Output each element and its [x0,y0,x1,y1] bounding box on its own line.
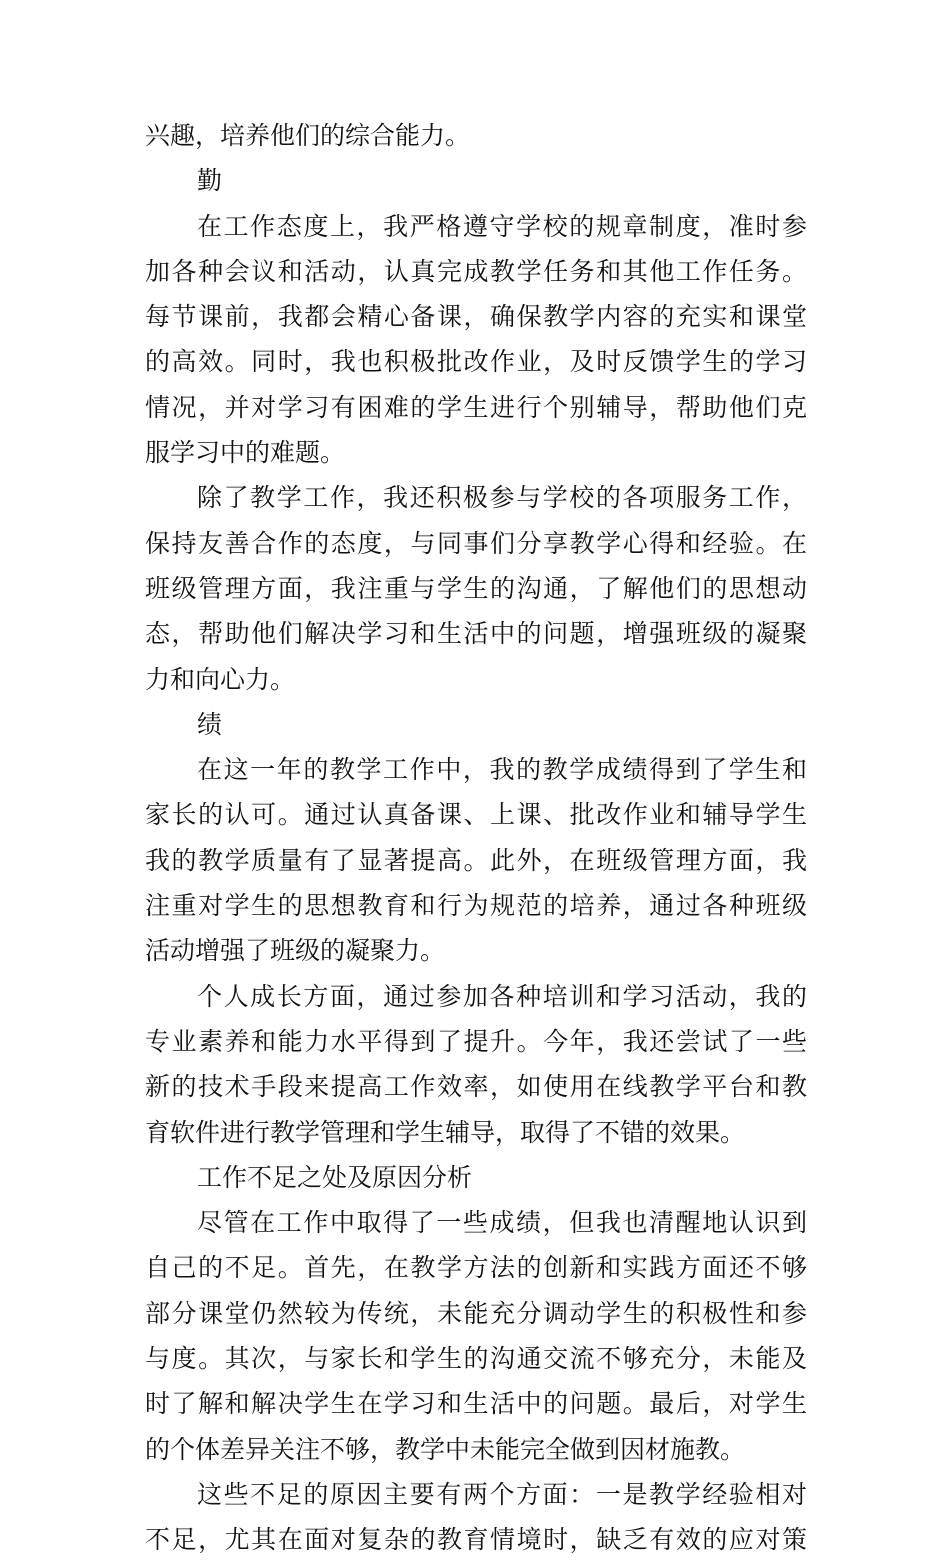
paragraph-line: 每节课前，我都会精心备课，确保教学内容的充实和课堂 [145,302,807,332]
paragraph-line: 活动增强了班级的凝聚力。 [145,936,446,966]
paragraph-line: 时了解和解决学生在学习和生活中的问题。最后，对学生 [145,1389,807,1419]
paragraph-line: 班级管理方面，我注重与学生的沟通，了解他们的思想动 [145,573,807,603]
paragraph-line: 态，帮助他们解决学习和生活中的问题，增强班级的凝聚 [145,619,807,649]
paragraph-line: 除了教学工作，我还积极参与学校的各项服务工作， [197,483,807,513]
paragraph-line: 不足，尤其在面对复杂的教育情境时，缺乏有效的应对策 [145,1525,807,1555]
paragraph-line: 自己的不足。首先，在教学方法的创新和实践方面还不够 [145,1253,807,1283]
paragraph-line: 育软件进行教学管理和学生辅导，取得了不错的效果。 [145,1117,746,1147]
paragraph-line: 与度。其次，与家长和学生的沟通交流不够充分，未能及 [145,1344,807,1374]
paragraph-line: 的个体差异关注不够，教学中未能完全做到因材施教。 [145,1434,746,1464]
paragraph-line: 在这一年的教学工作中，我的教学成绩得到了学生和 [197,755,807,785]
document-body [145,113,807,1563]
paragraph-line: 注重对学生的思想教育和行为规范的培养，通过各种班级 [145,891,807,921]
paragraph-line: 情况，并对学习有困难的学生进行个别辅导，帮助他们克 [145,392,807,422]
paragraph-line: 力和向心力。 [145,664,296,694]
paragraph-line: 保持友善合作的态度，与同事们分享教学心得和经验。在 [145,528,807,558]
paragraph-line: 服学习中的难题。 [145,438,346,468]
paragraph-line: 的高效。同时，我也积极批改作业，及时反馈学生的学习 [145,347,807,377]
paragraph-line: 这些不足的原因主要有两个方面：一是教学经验相对 [197,1479,807,1509]
paragraph-line: 在工作态度上，我严格遵守学校的规章制度，准时参 [197,211,807,241]
paragraph-line: 尽管在工作中取得了一些成绩，但我也清醒地认识到 [197,1208,807,1238]
section-heading-ji: 绩 [197,709,223,739]
paragraph-line: 我的教学质量有了显著提高。此外，在班级管理方面，我 [145,845,807,875]
paragraph-line: 新的技术手段来提高工作效率，如使用在线教学平台和教 [145,1072,807,1102]
paragraph-line: 专业素养和能力水平得到了提升。今年，我还尝试了一些 [145,1026,807,1056]
section-heading-shortcomings: 工作不足之处及原因分析 [197,1162,473,1192]
section-heading-qin: 勤 [197,166,223,196]
paragraph-line: 部分课堂仍然较为传统，未能充分调动学生的积极性和参 [145,1298,807,1328]
paragraph-line: 兴趣，培养他们的综合能力。 [145,121,471,150]
paragraph-line: 个人成长方面，通过参加各种培训和学习活动，我的 [197,981,807,1011]
paragraph-line: 加各种会议和活动，认真完成教学任务和其他工作任务。 [145,256,807,286]
paragraph-line: 家长的认可。通过认真备课、上课、批改作业和辅导学生 [145,800,807,830]
